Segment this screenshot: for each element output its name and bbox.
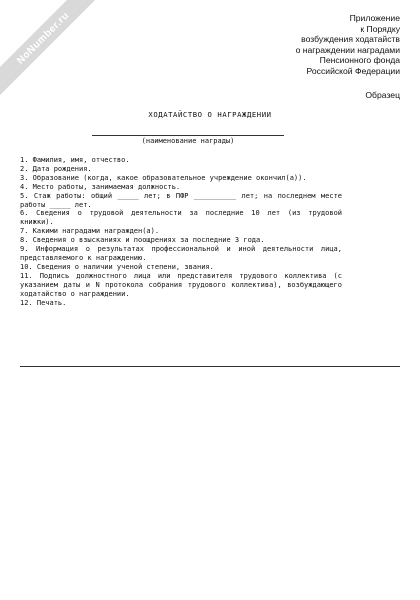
document-title: ХОДАТАЙСТВО О НАГРАЖДЕНИИ [148,110,272,119]
appendix-line: Российской Федерации [306,65,400,76]
appendix-line: о награждении наградами [295,44,400,55]
appendix-line: возбуждения ходатайств [301,34,400,44]
appendix-line: Приложение [349,13,400,23]
petition-items-list [20,156,342,307]
list-item: 8. Сведения о взысканиях и поощрениях за последние 3 года. [20,236,265,245]
watermark-ribbon [0,0,110,105]
list-item: 4. Место работы, занимаемая должность. [20,182,181,191]
bottom-divider [20,366,400,367]
list-item: 6. Сведения о трудовой деятельности за последние 10 лет (из трудовой книжки). [20,209,342,227]
list-item: 7. Какими наградами награжден(а). [20,227,160,236]
watermark-text: NoNumber.ru [14,9,72,67]
list-item: 5. Стаж работы: общий _____ лет; в ПФР __________ лет; на последнем месте работы _____ лет. [20,191,342,209]
list-item: 12. Печать. [20,298,67,307]
list-item: 1. Фамилия, имя, отчество. [20,156,130,164]
list-item: 11. Подпись должностного лица или представителя трудового коллектива (с указанием даты и N протокола собрания трудового коллектива), возбуждающего ходатайство о награждении. [20,271,342,298]
appendix-line: к Порядку [360,23,400,34]
list-item: 9. Информация о результатах профессиональной и иной деятельности лица, представляемого к награждению. [20,245,342,262]
sample-label: Образец [365,90,400,100]
list-item: 3. Образование (когда, какое образовательное учреждение окончил(а)). [20,173,307,182]
award-name-caption: (наименование награды) [141,137,235,145]
list-item: 2. Дата рождения. [20,164,92,173]
appendix-line: Пенсионного фонда [319,55,400,65]
list-item: 10. Сведения о наличии ученой степени, звания. [20,262,214,271]
award-name-line [92,135,284,136]
appendix-note [296,13,400,76]
